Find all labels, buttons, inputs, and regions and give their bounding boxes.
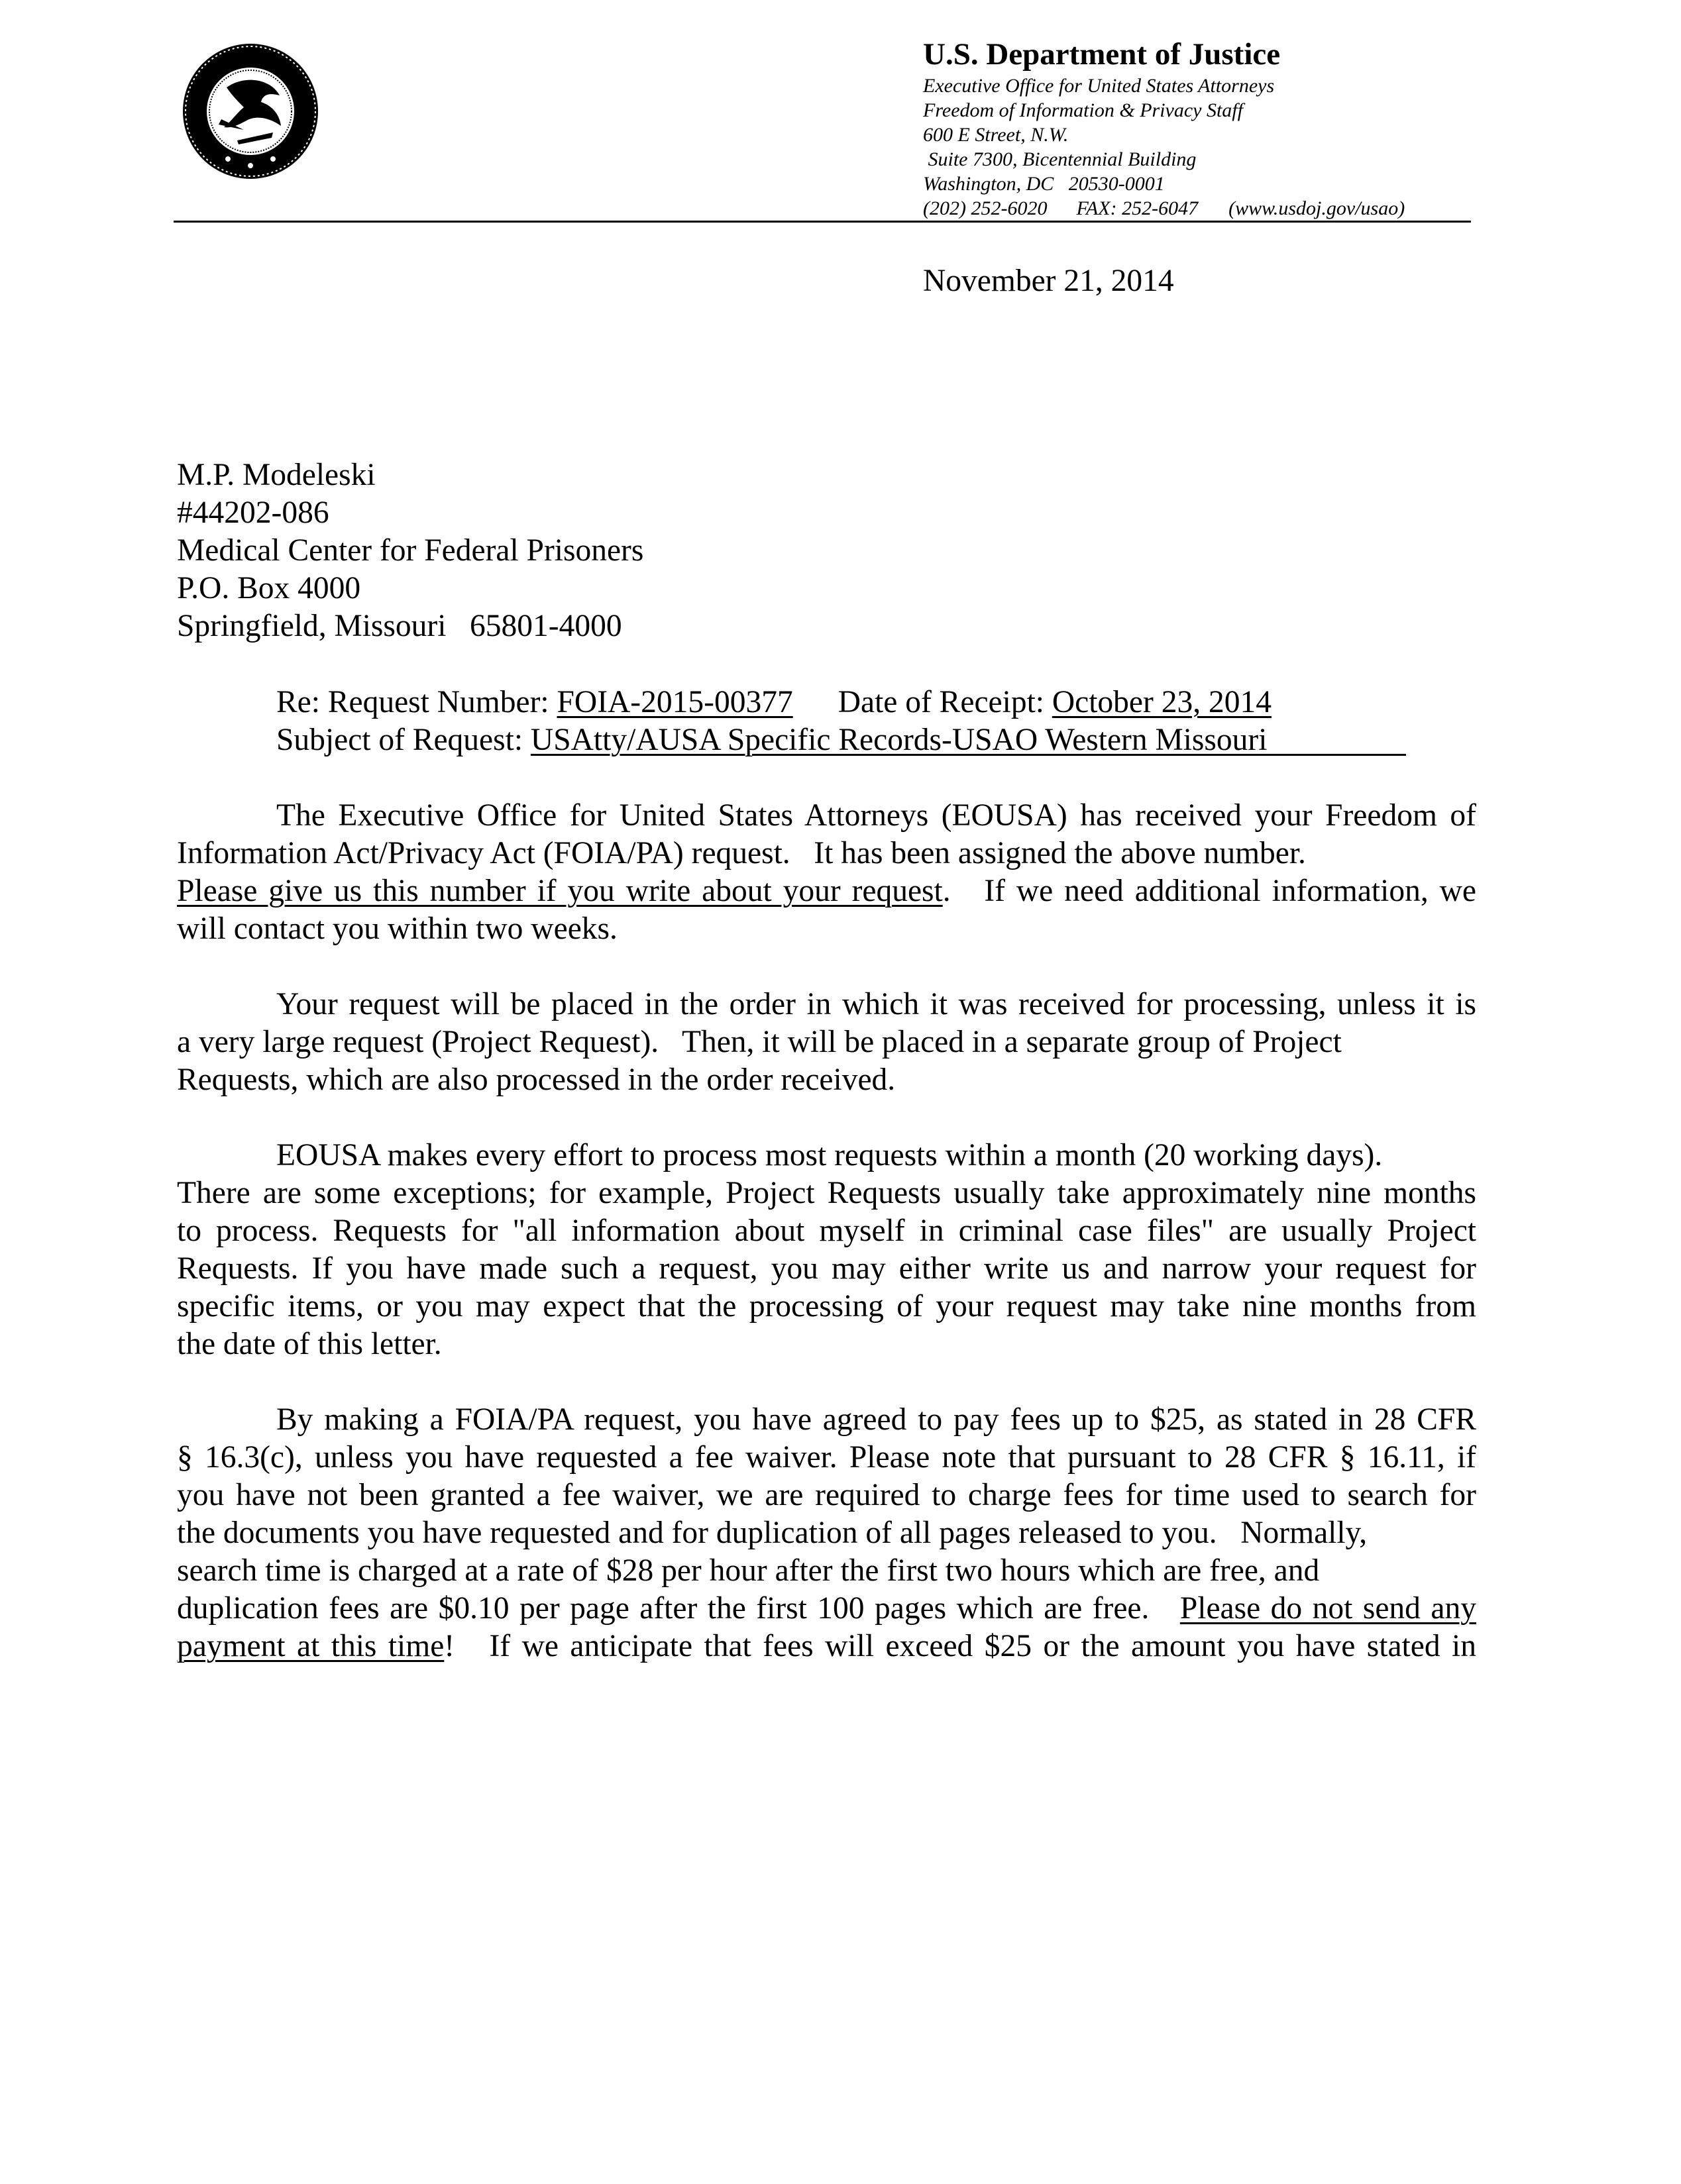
p3-line-1: EOUSA makes every effort to process most requests within a month (20 working days). — [276, 1138, 1383, 1172]
suite-address: Suite 7300, Bicentennial Building — [923, 148, 1197, 170]
p4-line-3: you have not been granted a fee waiver, we are required to charge fees for time used to search for — [177, 1478, 1476, 1512]
recipient-id: #44202-086 — [177, 495, 329, 530]
recipient-name: M.P. Modeleski — [177, 458, 376, 492]
p1-line-3-rest: . If we need additional information, we — [942, 874, 1476, 908]
p3-line-5: specific items, or you may expect that the processing of your request may take nine months from — [177, 1289, 1476, 1324]
p2-line-1: Your request will be placed in the order in which it was received for processing, unless it is — [276, 987, 1476, 1021]
p3-line-6: the date of this letter. — [177, 1327, 442, 1361]
p4-line-4: the documents you have requested and for duplication of all pages released to you. Normally, — [177, 1516, 1368, 1550]
p4-line-2: § 16.3(c), unless you have requested a fee waiver. Please note that pursuant to 28 CFR § 16.11, if — [177, 1440, 1476, 1475]
p2-line-3: Requests, which are also processed in the order received. — [177, 1063, 896, 1097]
p4-line-6 — [177, 1590, 1476, 1627]
p1-line-4: will contact you within two weeks. — [177, 911, 618, 946]
p4-line-6-text: duplication fees are $0.10 per page after the first 100 pages which are free. — [177, 1591, 1180, 1626]
p1-line-1: The Executive Office for United States Attorneys (EOUSA) has received your Freedom of — [276, 798, 1476, 833]
p4-line-7-rest: ! If we anticipate that fees will exceed $25 or the amount you have stated in — [444, 1629, 1476, 1663]
request-number-label: Re: Request Number: — [276, 685, 549, 719]
receipt-date: October 23, 2014 — [1052, 685, 1272, 719]
request-reference — [276, 684, 1272, 721]
phone-number: (202) 252-6020 — [923, 197, 1048, 219]
staff-name: Freedom of Information & Privacy Staff — [923, 99, 1243, 121]
p3-line-2: There are some exceptions; for example, Project Requests usually take approximately nine months — [177, 1176, 1476, 1210]
p3-line-3: to process. Requests for "all information about myself in criminal case files" are usually Project — [177, 1214, 1476, 1248]
agency-name: U.S. Department of Justice — [923, 37, 1281, 72]
request-number: FOIA-2015-00377 — [557, 685, 793, 719]
payment-notice-part-2: payment at this time — [177, 1629, 445, 1663]
recipient-po-box: P.O. Box 4000 — [177, 571, 361, 605]
recipient-city: Springfield, Missouri 65801-4000 — [177, 609, 622, 643]
p4-line-1: By making a FOIA/PA request, you have agreed to pay fees up to $25, as stated in 28 CFR — [276, 1402, 1476, 1437]
doj-seal-icon — [180, 41, 321, 182]
p2-line-2: a very large request (Project Request). Then, it will be placed in a separate group of Project — [177, 1025, 1342, 1059]
receipt-date-label: Date of Receipt: — [838, 685, 1044, 719]
p4-line-5: search time is charged at a rate of $28 per hour after the first two hours which are free, and — [177, 1553, 1320, 1588]
street-address: 600 E Street, N.W. — [923, 124, 1069, 146]
request-number-notice: Please give us this number if you write about your request — [177, 874, 943, 908]
p3-line-4: Requests. If you have made such a request, you may either write us and narrow your request for — [177, 1251, 1476, 1286]
p1-line-2: Information Act/Privacy Act (FOIA/PA) request. It has been assigned the above number. — [177, 836, 1306, 870]
recipient-institution: Medical Center for Federal Prisoners — [177, 533, 644, 568]
city-address: Washington, DC 20530-0001 — [923, 173, 1165, 195]
payment-notice-part-1: Please do not send any — [1179, 1591, 1476, 1626]
fax-number: FAX: 252-6047 — [1076, 197, 1199, 219]
subject-underline — [1267, 754, 1406, 756]
office-name: Executive Office for United States Attorneys — [923, 75, 1275, 97]
subject-label: Subject of Request: — [276, 723, 523, 757]
website-link[interactable]: (www.usdoj.gov/usao) — [1228, 197, 1405, 219]
request-subject — [276, 721, 1406, 758]
letterhead-divider — [174, 221, 1471, 223]
p4-line-7 — [177, 1628, 1476, 1665]
p1-line-3 — [177, 872, 1476, 910]
contact-line — [923, 197, 1405, 221]
letter-date: November 21, 2014 — [923, 264, 1174, 298]
subject-value: USAtty/AUSA Specific Records-USAO Western Missouri — [530, 723, 1268, 757]
